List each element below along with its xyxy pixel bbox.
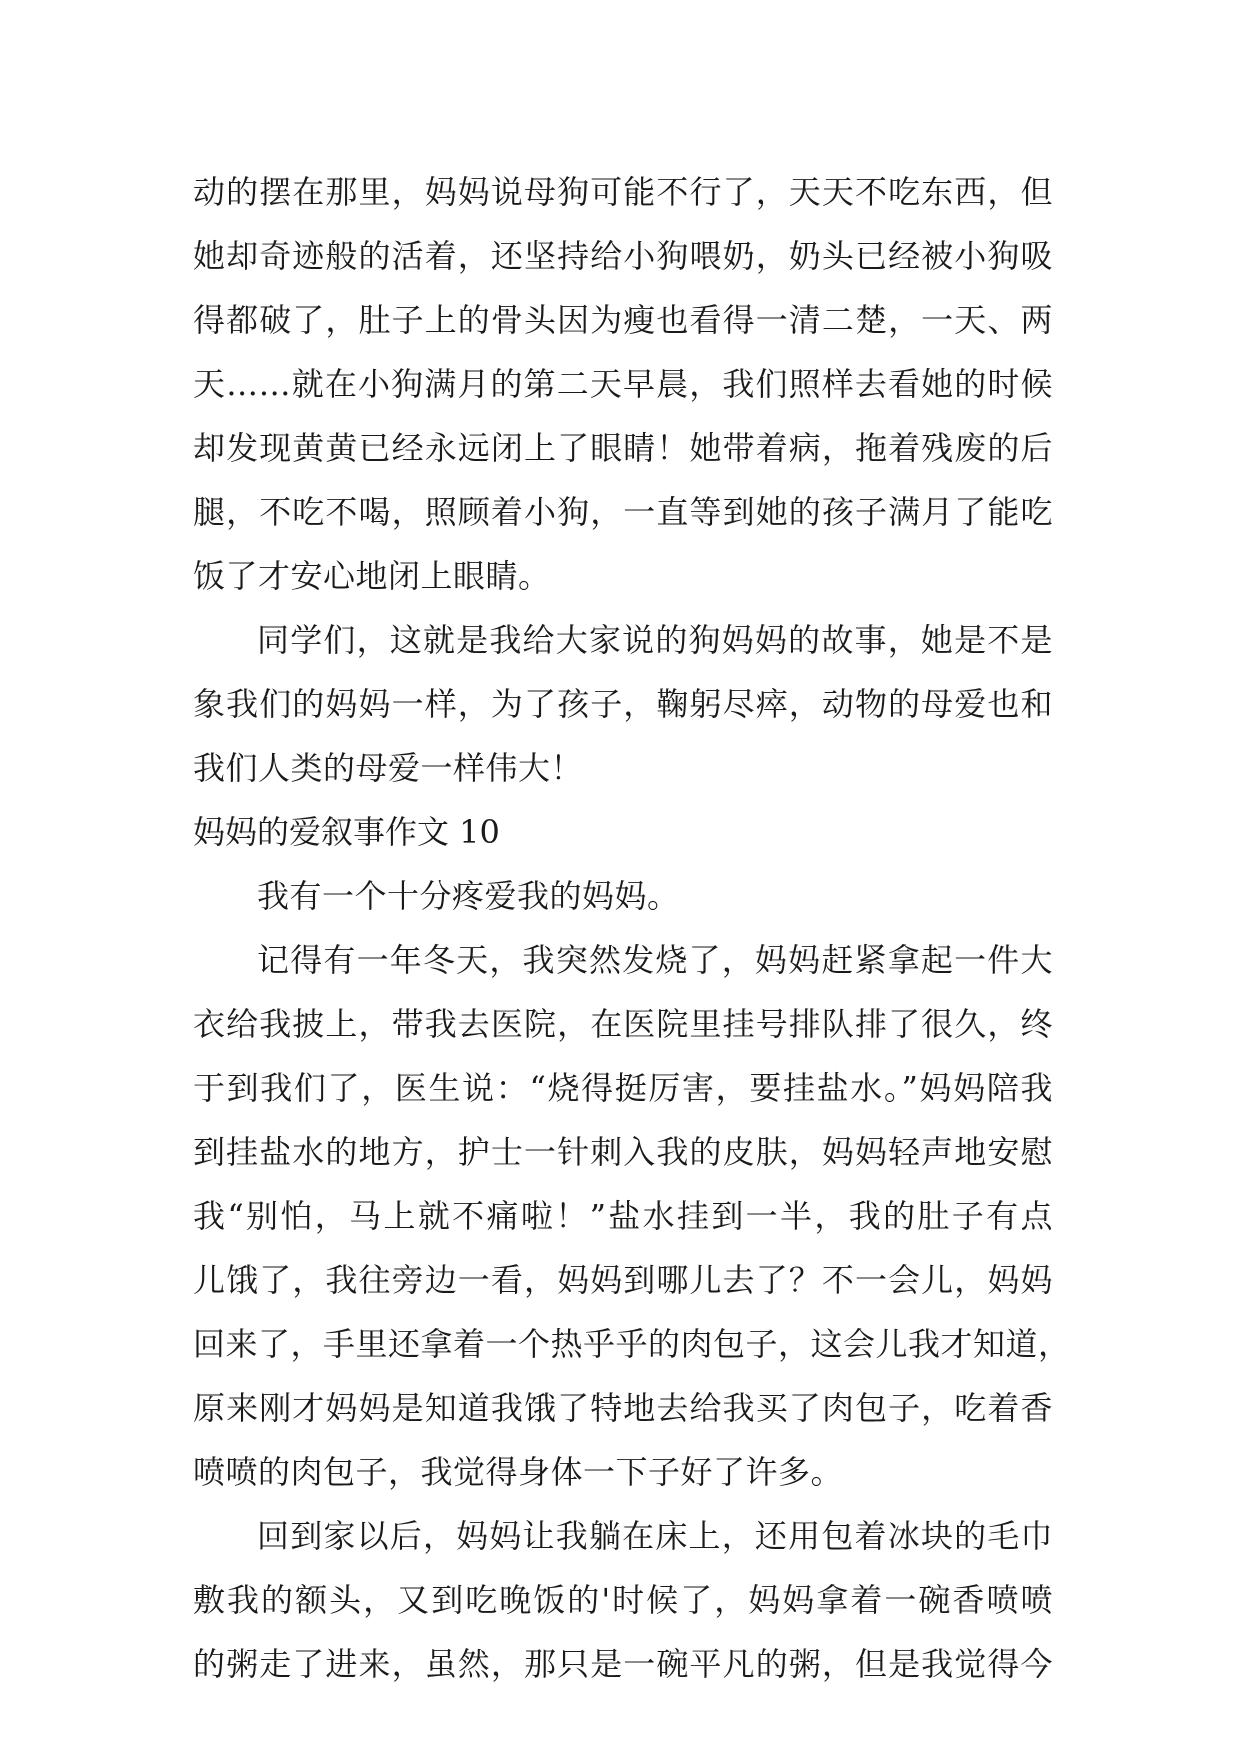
text-line: 敷我的额头，又到吃晚饭的'时候了，妈妈拿着一碗香喷喷 bbox=[193, 1581, 1053, 1619]
paragraph-continued-story bbox=[193, 160, 1053, 608]
text-line: 腿，不吃不喝，照顾着小狗，一直等到她的孩子满月了能吃 bbox=[193, 493, 1053, 531]
text-line: 于到我们了，医生说：“烧得挺厉害，要挂盐水。”妈妈陪我 bbox=[193, 1069, 1053, 1107]
text-line: 我“别怕，马上就不痛啦！”盐水挂到一半，我的肚子有点 bbox=[193, 1197, 1053, 1235]
text-line: 回到家以后，妈妈让我躺在床上，还用包着冰块的毛巾 bbox=[257, 1517, 1053, 1555]
text-line: 到挂盐水的地方，护士一针刺入我的皮肤，妈妈轻声地安慰 bbox=[193, 1133, 1053, 1171]
paragraph-home-story bbox=[193, 1504, 1053, 1696]
text-line: 儿饿了，我往旁边一看，妈妈到哪儿去了？不一会儿，妈妈 bbox=[193, 1261, 1053, 1299]
text-line: 喷喷的肉包子，我觉得身体一下子好了许多。 bbox=[193, 1453, 844, 1491]
text-line: 记得有一年冬天，我突然发烧了，妈妈赶紧拿起一件大 bbox=[257, 941, 1053, 979]
text-line: 我有一个十分疼爱我的妈妈。 bbox=[257, 877, 680, 915]
paragraph-fever-story bbox=[193, 928, 1071, 1504]
text-line: 天……就在小狗满月的第二天早晨，我们照样去看她的时候 bbox=[193, 365, 1053, 403]
text-line: 衣给我披上，带我去医院，在医院里挂号排队排了很久，终 bbox=[193, 1005, 1053, 1043]
text-line: 回来了，手里还拿着一个热乎乎的肉包子，这会儿我才知道， bbox=[193, 1325, 1071, 1363]
text-line: 动的摆在那里，妈妈说母狗可能不行了，天天不吃东西，但 bbox=[193, 173, 1053, 211]
text-line: 她却奇迹般的活着，还坚持给小狗喂奶，奶头已经被小狗吸 bbox=[193, 237, 1053, 275]
essay-heading: 妈妈的爱叙事作文 10 bbox=[193, 813, 500, 851]
document-body bbox=[193, 160, 1071, 1696]
text-line: 象我们的妈妈一样，为了孩子，鞠躬尽瘁，动物的母爱也和 bbox=[193, 685, 1053, 723]
text-line: 得都破了，肚子上的骨头因为瘦也看得一清二楚，一天、两 bbox=[193, 301, 1053, 339]
text-line: 我们人类的母爱一样伟大！ bbox=[193, 749, 584, 787]
paragraph-classmates bbox=[193, 608, 1053, 800]
paragraph-intro bbox=[193, 864, 1053, 928]
text-line: 原来刚才妈妈是知道我饿了特地去给我买了肉包子，吃着香 bbox=[193, 1389, 1053, 1427]
text-line: 饭了才安心地闭上眼睛。 bbox=[193, 557, 551, 595]
text-line: 同学们，这就是我给大家说的狗妈妈的故事，她是不是 bbox=[257, 621, 1053, 659]
text-line: 却发现黄黄已经永远闭上了眼睛！她带着病，拖着残废的后 bbox=[193, 429, 1053, 467]
text-line: 的粥走了进来，虽然，那只是一碗平凡的粥，但是我觉得今 bbox=[193, 1645, 1053, 1683]
